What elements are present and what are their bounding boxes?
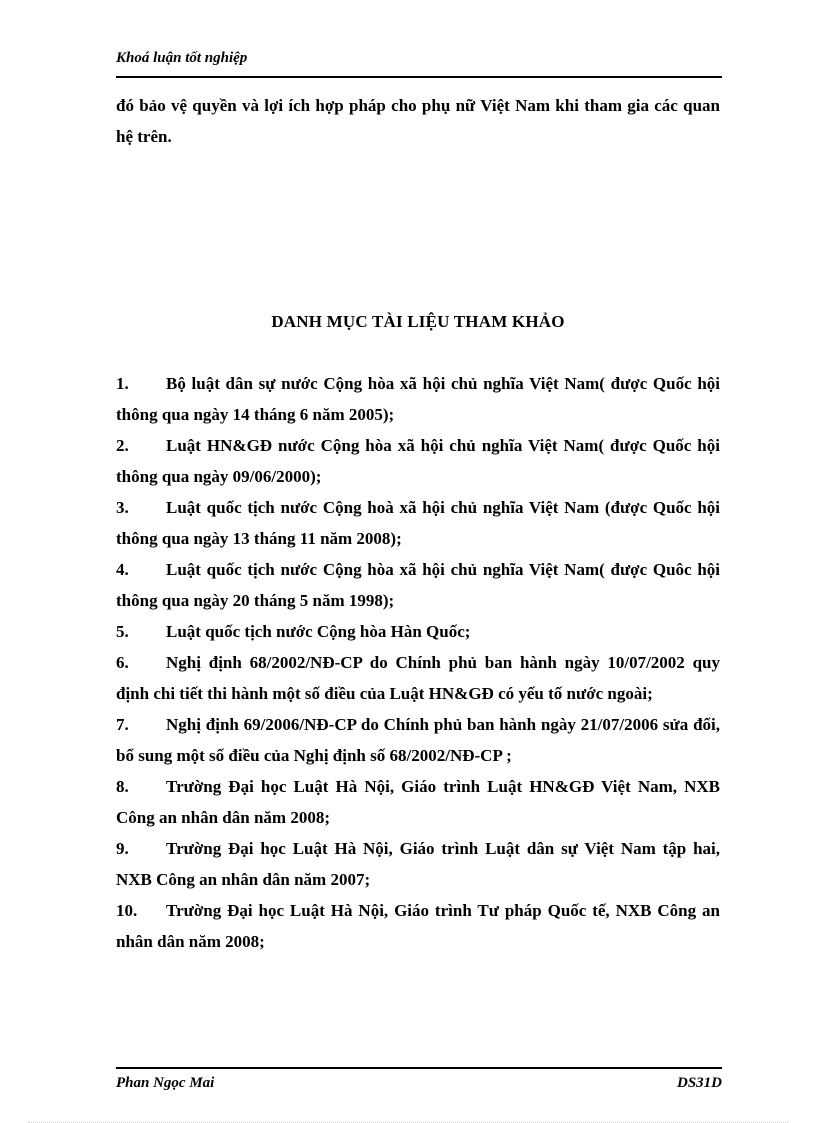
reference-text: Nghị định 69/2006/NĐ-CP do Chính phủ ban hành ngày 21/07/2006 sửa đổi, bổ sung một số điều của Nghị định số 68/2002/NĐ-CP ; <box>116 715 720 765</box>
footer-class-code: DS31D <box>676 1075 722 1091</box>
footer-author: Phan Ngọc Mai <box>116 1075 215 1091</box>
reference-number: 3. <box>116 498 129 517</box>
intro-paragraph: đó bảo vệ quyền và lợi ích hợp pháp cho phụ nữ Việt Nam khi tham gia các quan hệ trên. <box>116 96 720 146</box>
reference-text: Luật quốc tịch nước Cộng hoà xã hội chủ nghĩa Việt Nam (được Quốc hội thông qua ngày 13 tháng 11 năm 2008); <box>116 498 720 548</box>
reference-text: Luật quốc tịch nước Cộng hòa xã hội chủ nghĩa Việt Nam( được Quôc hội thông qua ngày 20 tháng 5 năm 1998); <box>116 560 720 610</box>
reference-number: 8. <box>116 777 129 796</box>
reference-number: 10. <box>116 901 138 920</box>
reference-item <box>116 430 720 492</box>
reference-number: 6. <box>116 653 129 672</box>
page-footer <box>116 1067 722 1099</box>
reference-text: Luật HN&GĐ nước Cộng hòa xã hội chủ nghĩa Việt Nam( được Quốc hội thông qua ngày 09/06/2000); <box>116 436 720 486</box>
reference-text: Bộ luật dân sự nước Cộng hòa xã hội chủ nghĩa Việt Nam( được Quốc hội thông qua ngày 14 tháng 6 năm 2005); <box>116 374 720 424</box>
reference-item <box>116 554 720 616</box>
reference-number: 4. <box>116 560 129 579</box>
reference-text: Trường Đại học Luật Hà Nội, Giáo trình Luật HN&GĐ Việt Nam, NXB Công an nhân dân năm 2008; <box>116 777 720 827</box>
reference-item <box>116 368 720 430</box>
reference-number: 2. <box>116 436 129 455</box>
reference-number: 1. <box>116 374 129 393</box>
header-title: Khoá luận tốt nghiệp <box>116 50 248 66</box>
reference-item <box>116 709 720 771</box>
reference-item <box>116 771 720 833</box>
reference-list <box>116 368 720 957</box>
reference-text: Trường Đại học Luật Hà Nội, Giáo trình Luật dân sự Việt Nam tập hai, NXB Công an nhân dân năm 2007; <box>116 839 720 889</box>
reference-text: Nghị định 68/2002/NĐ-CP do Chính phủ ban hành ngày 10/07/2002 quy định chi tiết thi hành một số điều của Luật HN&GĐ có yếu tố nước ngoài; <box>116 653 720 703</box>
page-header <box>116 48 722 78</box>
reference-item <box>116 647 720 709</box>
reference-number: 5. <box>116 622 129 641</box>
reference-item <box>116 492 720 554</box>
section-title: DANH MỤC TÀI LIỆU THAM KHẢO <box>271 312 565 331</box>
reference-number: 7. <box>116 715 129 734</box>
reference-item <box>116 833 720 895</box>
reference-text: Luật quốc tịch nước Cộng hòa Hàn Quốc; <box>166 622 471 641</box>
reference-number: 9. <box>116 839 129 858</box>
reference-text: Trường Đại học Luật Hà Nội, Giáo trình Tư pháp Quốc tế, NXB Công an nhân dân năm 2008; <box>116 901 720 951</box>
reference-item <box>116 616 720 647</box>
reference-item <box>116 895 720 957</box>
